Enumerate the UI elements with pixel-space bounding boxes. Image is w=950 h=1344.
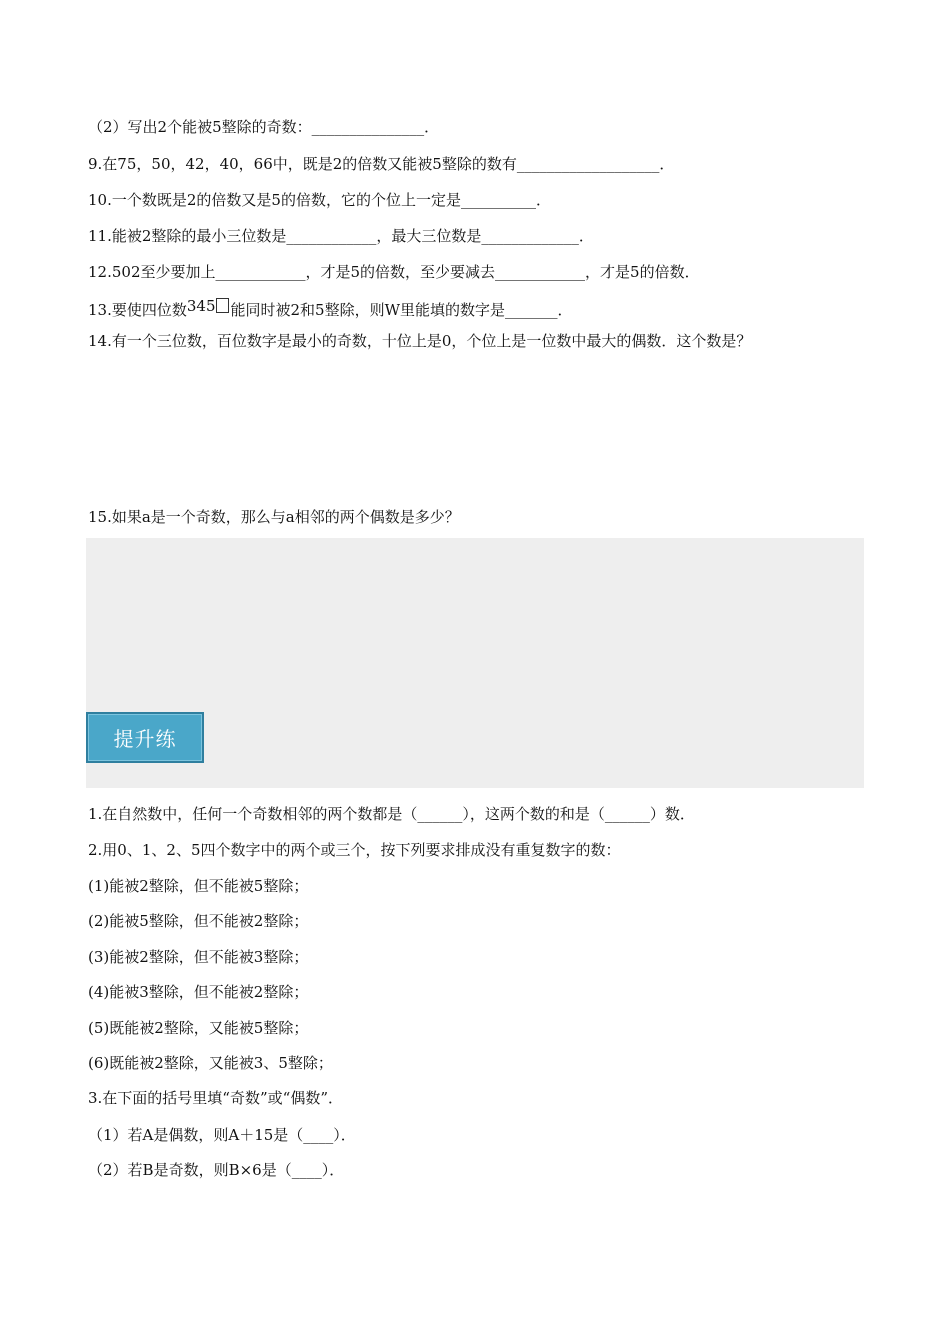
advanced-q3-2: （2）若B是奇数，则B×6是（____）． bbox=[88, 1161, 345, 1179]
question-13-part-c: 里能填的数字是_______． bbox=[400, 301, 573, 319]
question-9: 9.在75，50，42，40，66中，既是2的倍数又能被5整除的数有___________________． bbox=[88, 155, 675, 173]
advanced-q3-1: （1）若A是偶数，则A＋15是（____）． bbox=[88, 1126, 356, 1144]
advanced-q2-5: (5)既能被2整除，又能被5整除； bbox=[88, 1019, 309, 1037]
question-8-2: （2）写出2个能被5整除的奇数：_______________． bbox=[88, 118, 440, 136]
question-12: 12.502至少要加上____________，才是5的倍数，至少要减去____________，才是5的倍数． bbox=[88, 263, 700, 281]
question-13-number: 345 bbox=[186, 297, 216, 315]
advanced-q1: 1.在自然数中，任何一个奇数相邻的两个数都是（______），这两个数的和是（______）数． bbox=[88, 805, 695, 823]
question-13-w: W bbox=[384, 301, 401, 319]
advanced-q2: 2.用0、1、2、5四个数字中的两个或三个，按下列要求排成没有重复数字的数： bbox=[88, 841, 621, 859]
question-14: 14.有一个三位数，百位数字是最小的奇数，十位上是0，个位上是一位数中最大的偶数．这个数是？ bbox=[88, 332, 752, 350]
advanced-q2-2: (2)能被5整除，但不能被2整除； bbox=[88, 912, 309, 930]
section-badge: 提升练 bbox=[86, 712, 204, 763]
advanced-q2-6: (6)既能被2整除，又能被3、5整除； bbox=[88, 1054, 333, 1072]
blank-box-icon bbox=[216, 298, 229, 313]
advanced-q2-3: (3)能被2整除，但不能被3整除； bbox=[88, 948, 309, 966]
question-15: 15.如果a是一个奇数，那么与a相邻的两个偶数是多少？ bbox=[88, 508, 460, 526]
advanced-q2-4: (4)能被3整除，但不能被2整除； bbox=[88, 983, 309, 1001]
question-13-part-b: 能同时被2和5整除，则 bbox=[230, 301, 385, 319]
question-13 bbox=[88, 296, 573, 320]
advanced-q2-1: (1)能被2整除，但不能被5整除； bbox=[88, 877, 309, 895]
question-13-part-a: 13.要使四位数 bbox=[88, 301, 187, 319]
advanced-q3: 3.在下面的括号里填“奇数”或“偶数”． bbox=[88, 1089, 343, 1107]
question-10: 10.一个数既是2的倍数又是5的倍数，它的个位上一定是__________． bbox=[88, 191, 551, 209]
question-11: 11.能被2整除的最小三位数是____________，最大三位数是_____________． bbox=[88, 227, 594, 245]
